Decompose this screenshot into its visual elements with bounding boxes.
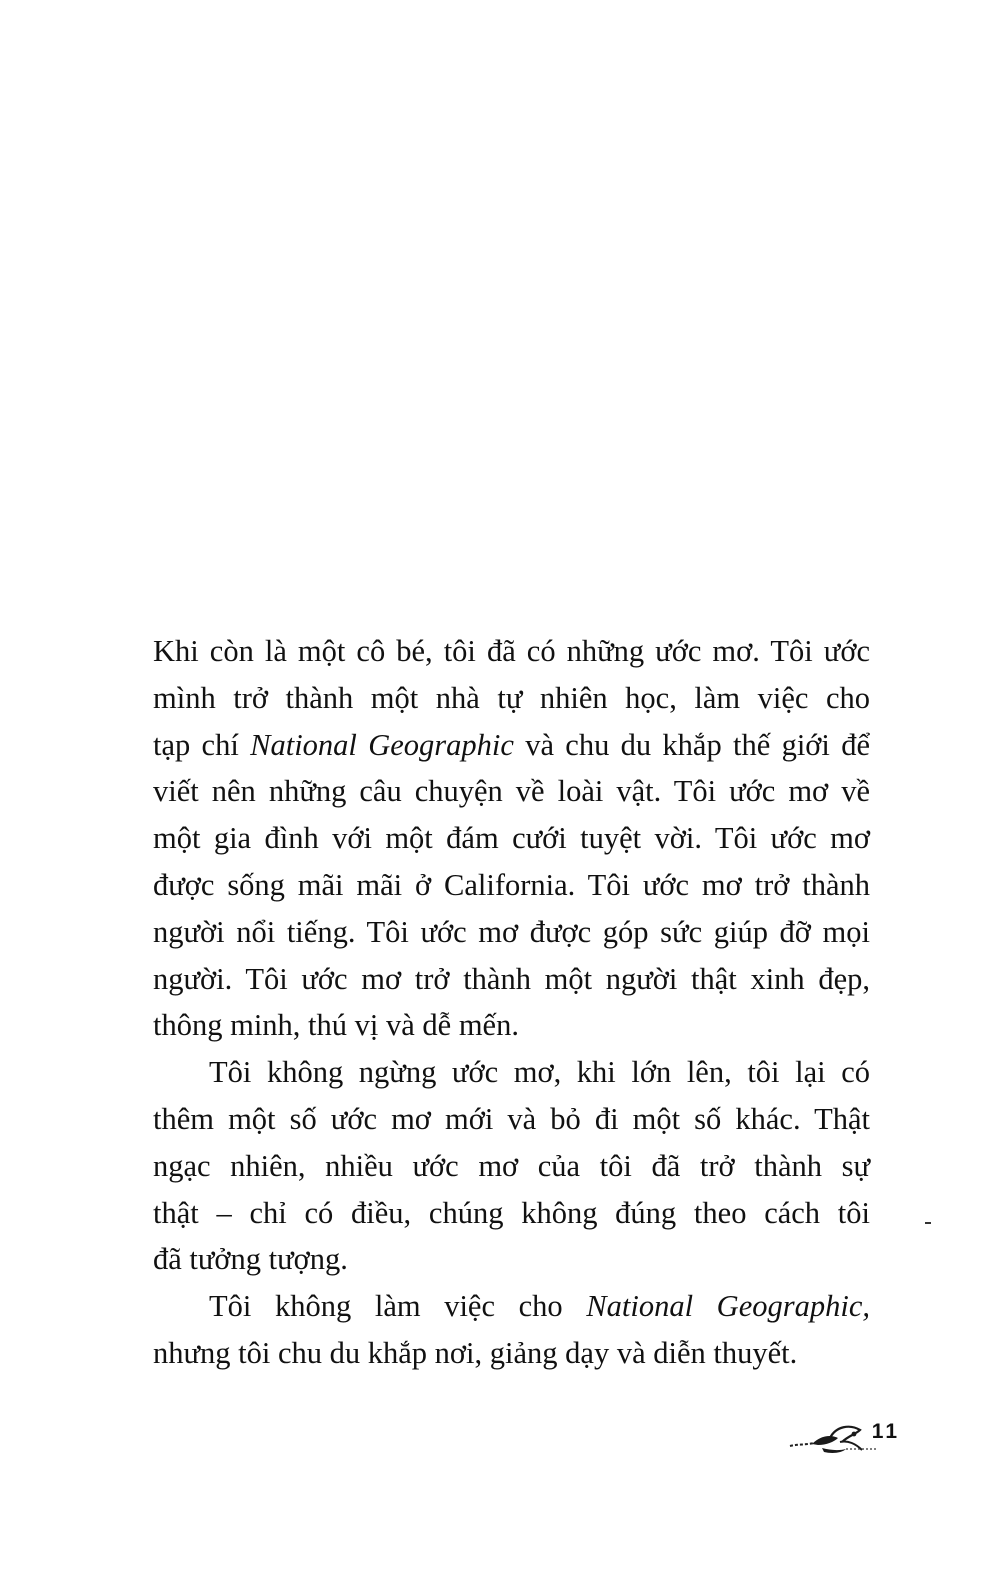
text-run: viết nên những câu chuyện về loài vật. Tôi ước mơ về [153,774,870,809]
text-run: đã tưởng tượng. [153,1242,348,1277]
text-run: thông minh, thú vị và dễ mến. [153,1008,519,1043]
text-line [153,862,870,909]
text-line [153,1049,870,1096]
text-run: tạp chí [153,727,251,762]
text-line [153,909,870,956]
text-run: và chu du khắp thế giới để [513,727,870,762]
page-number: 11 [871,1420,900,1443]
text-run: mình trở thành một nhà tự nhiên học, làm việc cho [153,680,870,715]
text-line [153,1143,870,1190]
italic-title: National Geographic [250,727,514,762]
text-run: ngạc nhiên, nhiều ước mơ của tôi đã trở thành sự [153,1148,870,1183]
text-run: nhưng tôi chu du khắp nơi, giảng dạy và diễn thuyết. [153,1335,798,1370]
text-line [153,722,870,769]
text-line [153,628,870,675]
text-run: người. Tôi ước mơ trở thành một người thật xinh đẹp, [153,961,870,996]
text-line [153,1002,870,1049]
italic-title: National Geographic, [586,1289,870,1324]
stray-mark [925,1222,931,1224]
paragraph [153,628,870,1049]
body-text [153,628,870,1377]
text-run: Khi còn là một cô bé, tôi đã có những ước mơ. Tôi ước [153,634,870,668]
text-line [153,815,870,862]
text-line [153,1330,870,1377]
paragraph [153,1049,870,1283]
text-line [153,1190,870,1237]
text-run: Tôi không làm việc cho [209,1289,587,1324]
text-line [153,768,870,815]
text-run: một gia đình với một đám cưới tuyệt vời. Tôi ước mơ [153,821,870,856]
text-run: thêm một số ước mơ mới và bỏ đi một số khác. Thật [153,1101,870,1136]
text-line [153,675,870,722]
text-run: người nổi tiếng. Tôi ước mơ được góp sức giúp đỡ mọi [153,914,870,949]
text-line [153,956,870,1003]
text-line [153,1096,870,1143]
text-run: Tôi không ngừng ước mơ, khi lớn lên, tôi lại có [209,1055,870,1090]
paragraph [153,1283,870,1377]
folio [786,1418,902,1460]
flourish-icon [786,1418,878,1460]
text-line [153,1283,870,1330]
text-run: thật – chỉ có điều, chúng không đúng theo cách tôi [153,1195,870,1230]
text-line [153,1236,870,1283]
text-run: được sống mãi mãi ở California. Tôi ước mơ trở thành [153,867,870,902]
